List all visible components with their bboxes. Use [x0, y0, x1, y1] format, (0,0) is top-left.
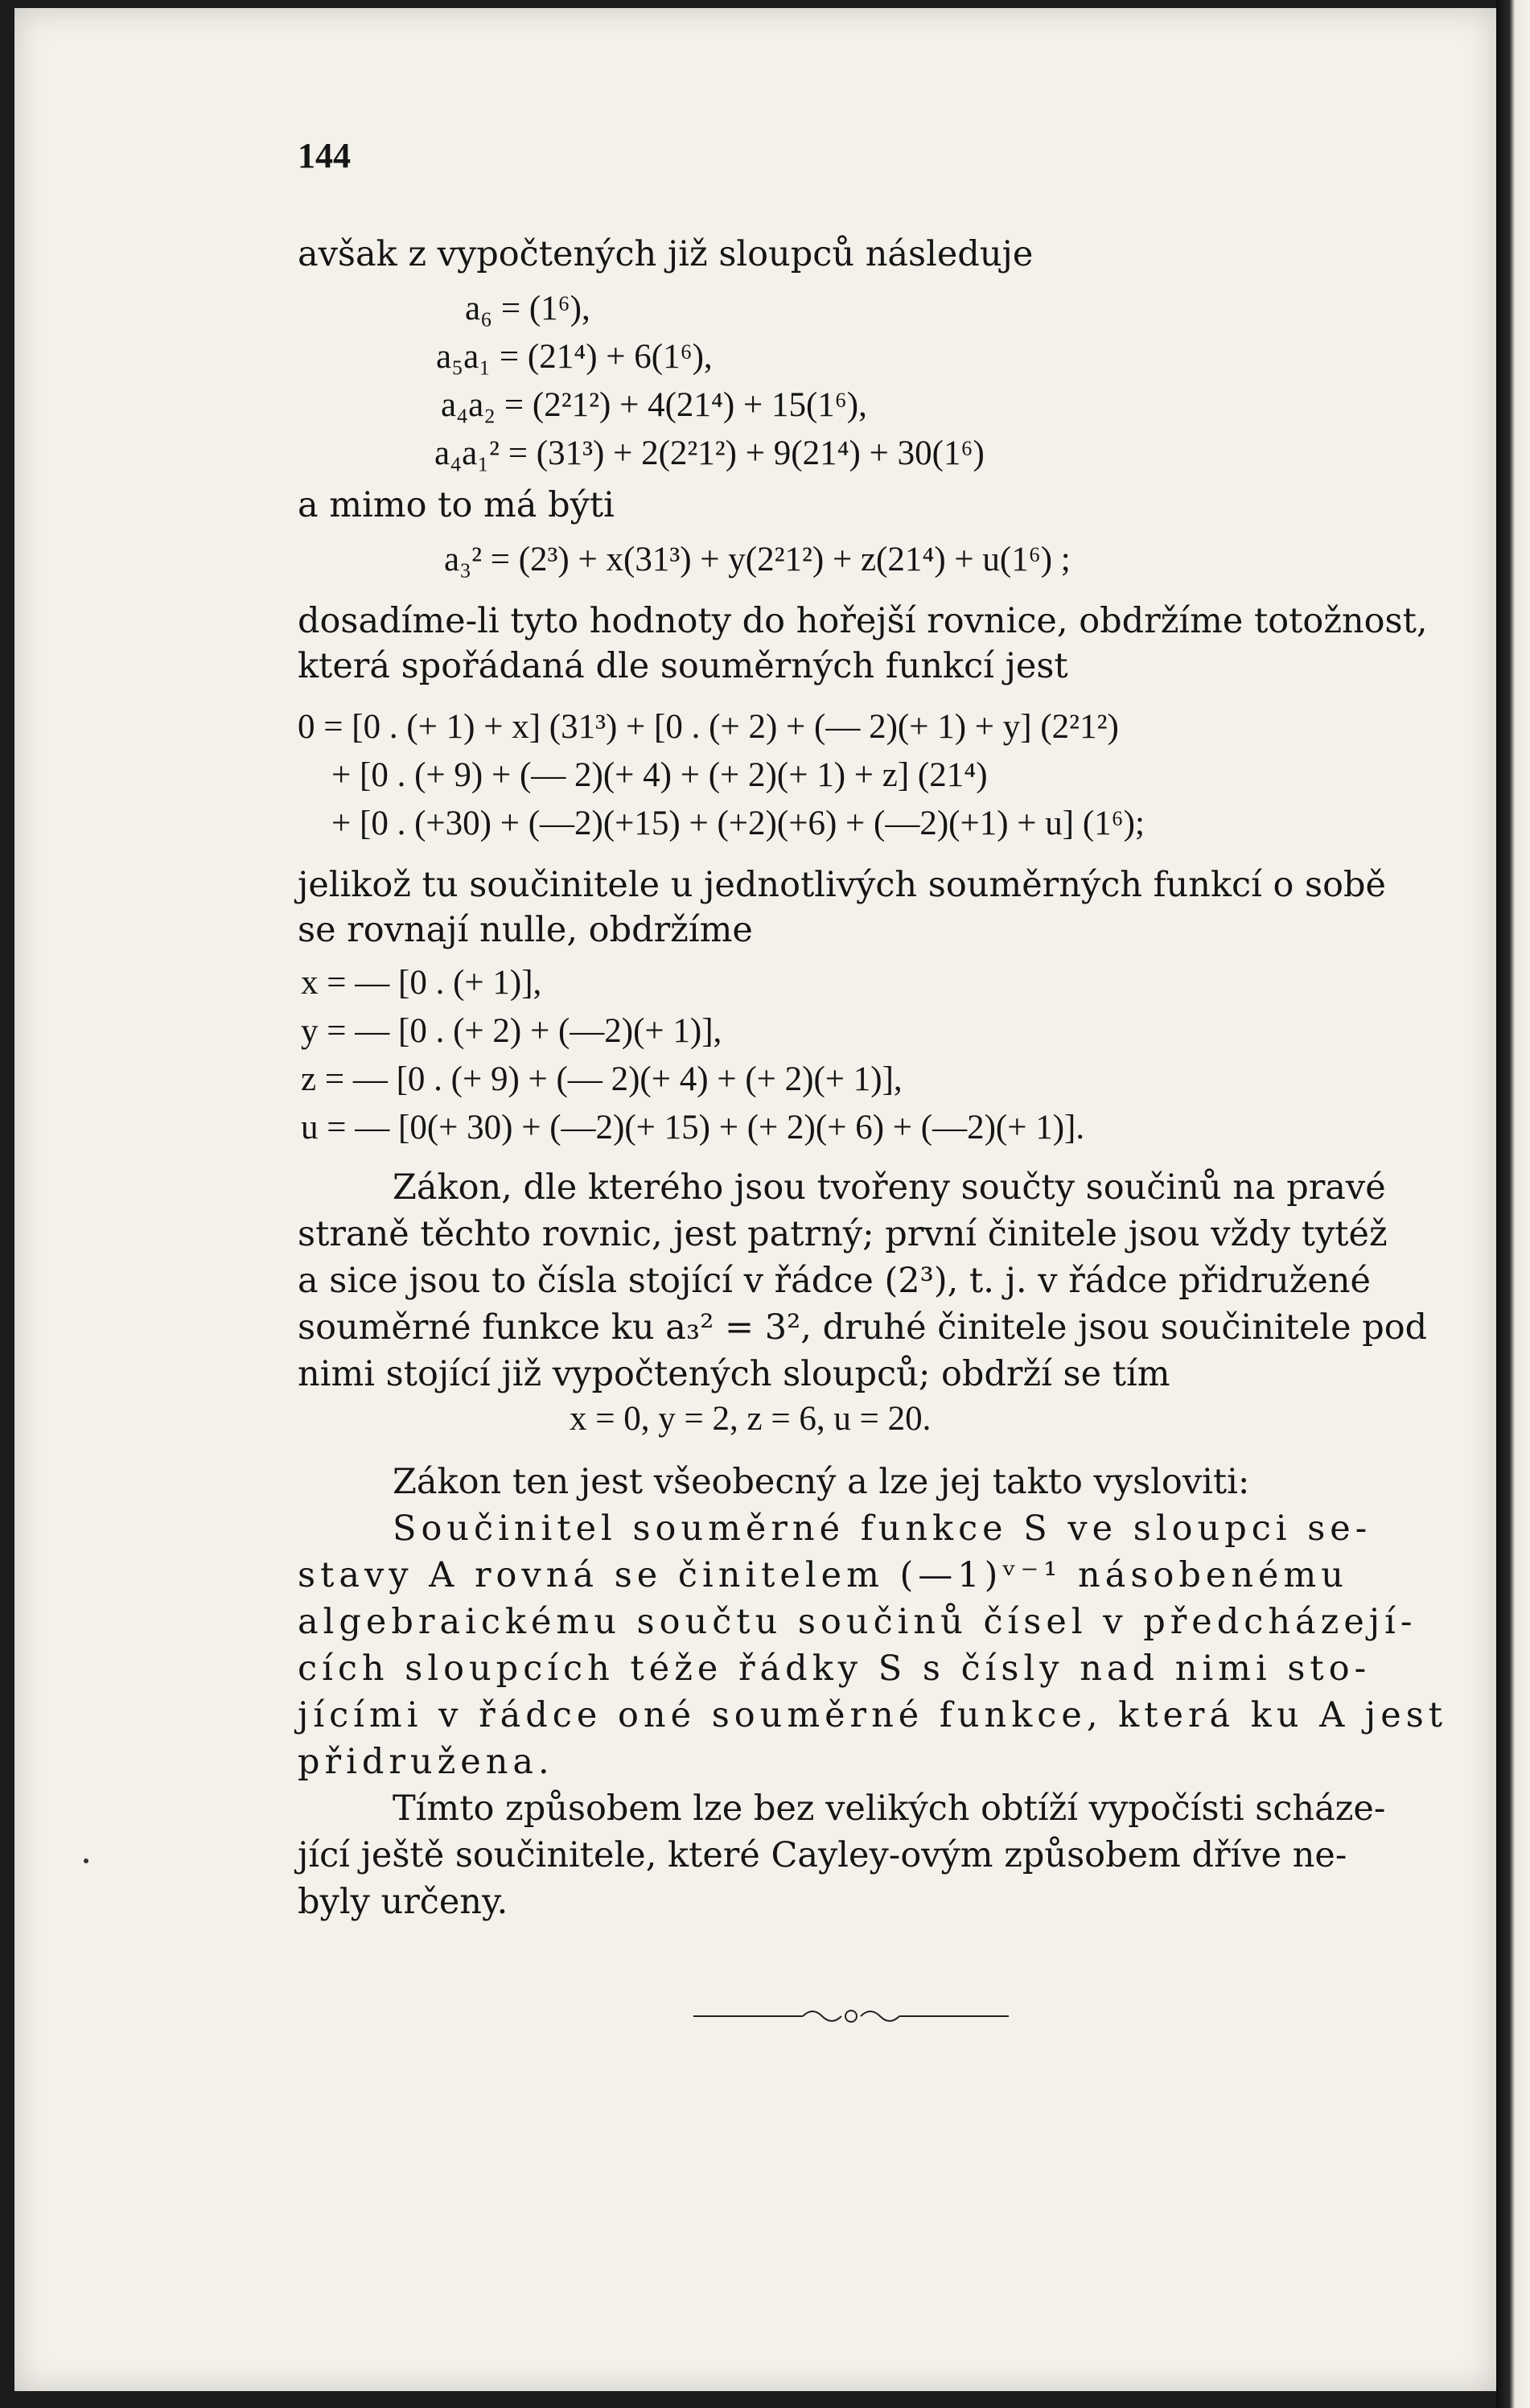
para2-line1: jelikož tu součinitele u jednotlivých souměrných funkcí o sobě [298, 865, 1386, 905]
equation-results: x = 0, y = 2, z = 6, u = 20. [570, 1400, 932, 1438]
equation-a4a2: a₄a₂ = (2²1²) + 4(21⁴) + 15(1⁶), [441, 386, 867, 424]
para5-line2: stavy A rovná se činitelem (—1)ᵛ⁻¹ násobenému [298, 1555, 1348, 1595]
ornament-divider [690, 2002, 1012, 2034]
text-intro: avšak z vypočtených již sloupců následuje [298, 234, 1034, 274]
para5-line4: cích sloupcích téže řádky S s čísly nad nimi sto- [298, 1649, 1372, 1689]
para3-line5: nimi stojící již vypočtených sloupců; obdrží se tím [298, 1354, 1170, 1394]
equation-z: z = — [0 . (+ 9) + (— 2)(+ 4) + (+ 2)(+ 1)], [301, 1060, 903, 1098]
para1-line1: dosadíme-li tyto hodnoty do hořejší rovnice, obdržíme totožnost, [298, 601, 1428, 641]
page-edge-shadow [1496, 0, 1530, 2408]
para3-line1: Zákon, dle kterého jsou tvořeny součty součinů na pravé [393, 1167, 1386, 1208]
equation-identity-1: 0 = [0 . (+ 1) + x] (31³) + [0 . (+ 2) + (— 2)(+ 1) + y] (2²1²) [298, 708, 1119, 746]
para6-line1: Tímto způsobem lze bez velikých obtíží vypočísti scháze- [393, 1789, 1386, 1829]
para5-line5: jícími v řádce oné souměrné funkce, která ku A jest [298, 1695, 1448, 1735]
para1-line2: která spořádaná dle souměrných funkcí jest [298, 646, 1068, 686]
para3-line3: a sice jsou to čísla stojící v řádce (2³), t. j. v řádce přidružené [298, 1261, 1371, 1301]
page-number: 144 [298, 136, 351, 175]
para6-line3: byly určeny. [298, 1882, 508, 1922]
para4: Zákon ten jest všeobecný a lze jej takto vysloviti: [393, 1462, 1250, 1502]
equation-a4a1sq: a₄a₁² = (31³) + 2(2²1²) + 9(21⁴) + 30(1⁶) [434, 434, 985, 472]
para6-line2: jící ještě součinitele, které Cayley-ovým způsobem dříve ne- [298, 1835, 1347, 1875]
para3-line2: straně těchto rovnic, jest patrný; první činitele jsou vždy tytéž [298, 1214, 1388, 1254]
equation-identity-2: + [0 . (+ 9) + (— 2)(+ 4) + (+ 2)(+ 1) + z] (21⁴) [331, 756, 988, 794]
equation-a3sq: a₃² = (2³) + x(31³) + y(2²1²) + z(21⁴) + u(1⁶) ; [444, 541, 1071, 578]
equation-x: x = — [0 . (+ 1)], [301, 964, 542, 1002]
para5-line6: přidružena. [298, 1742, 554, 1782]
equation-y: y = — [0 . (+ 2) + (—2)(+ 1)], [301, 1012, 722, 1050]
para3-line4: souměrné funkce ku a₃² = 3², druhé činitele jsou součinitele pod [298, 1307, 1428, 1348]
equation-identity-3: + [0 . (+30) + (—2)(+15) + (+2)(+6) + (—2)(+1) + u] (1⁶); [331, 805, 1145, 842]
para5-line1: Součinitel souměrné funkce S ve sloupci se- [393, 1509, 1372, 1549]
book-page [14, 8, 1496, 2391]
margin-dot [84, 1858, 88, 1863]
equation-a5a1: a₅a₁ = (21⁴) + 6(1⁶), [436, 338, 713, 376]
text-mimo: a mimo to má býti [298, 485, 615, 525]
para2-line2: se rovnají nulle, obdržíme [298, 910, 753, 950]
equation-a6: a₆ = (1⁶), [465, 290, 590, 327]
para5-line3: algebraickému součtu součinů čísel v předcházejí- [298, 1602, 1417, 1642]
equation-u: u = — [0(+ 30) + (—2)(+ 15) + (+ 2)(+ 6) + (—2)(+ 1)]. [301, 1109, 1085, 1146]
